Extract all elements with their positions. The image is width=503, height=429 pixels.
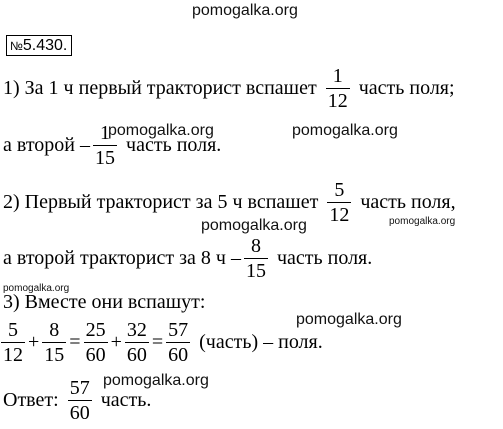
fraction-denominator: 15 [245, 260, 266, 282]
fraction-1-15 [93, 123, 117, 168]
fraction-numerator: 57 [168, 319, 189, 341]
solution-line-1 [3, 66, 455, 111]
plus-sign: + [110, 331, 122, 353]
fraction-denominator: 60 [126, 344, 147, 366]
fraction-denominator: 12 [327, 90, 348, 112]
line-3-suffix: часть поля, [360, 191, 456, 213]
fraction-denominator: 15 [44, 344, 65, 366]
solution-line-3 [3, 180, 456, 225]
watermark-line3[interactable]: pomogalka.org [201, 217, 307, 234]
line-4-suffix: часть поля. [276, 247, 373, 269]
fraction-numerator: 57 [69, 377, 90, 399]
fraction-denominator: 60 [168, 344, 189, 366]
watermark-line5-small[interactable]: pomogalka.org [3, 283, 70, 294]
fraction-numerator: 5 [8, 319, 18, 341]
fraction-5-12 [327, 180, 351, 225]
line-4-text: а второй тракторист за 8 ч – [3, 247, 241, 269]
fraction-numerator: 1 [332, 65, 343, 87]
fraction-57-60 [68, 378, 92, 423]
fraction-25-60 [84, 320, 108, 365]
fraction-denominator: 12 [329, 204, 350, 226]
watermark-line7[interactable]: pomogalka.org [103, 372, 209, 389]
solution-line-2 [3, 123, 221, 168]
exercise-number-badge [6, 35, 72, 56]
solution-line-5 [3, 291, 205, 314]
equals-sign: = [69, 331, 81, 353]
fraction-denominator: 15 [95, 147, 116, 169]
watermark-line6[interactable]: pomogalka.org [296, 311, 402, 328]
line-3-text: 2) Первый тракторист за 5 ч вспашет [3, 191, 319, 213]
watermark-line3-small[interactable]: pomogalka.org [389, 216, 456, 227]
line-1-text: 1) За 1 ч первый тракторист вспашет [3, 77, 317, 99]
solution-line-6 [1, 320, 323, 365]
fraction-numerator: 1 [100, 122, 111, 144]
watermark-top[interactable]: pomogalka.org [192, 2, 298, 19]
line-2-text: а второй – [3, 134, 91, 156]
fraction-numerator: 8 [49, 319, 60, 341]
plus-sign: + [28, 331, 40, 353]
solution-line-4 [3, 236, 372, 281]
answer-line [3, 378, 151, 423]
fraction-8-15 [244, 236, 268, 281]
answer-label: Ответ: [3, 389, 59, 411]
fraction-numerator: 5 [334, 179, 345, 201]
fraction-numerator: 25 [85, 319, 106, 341]
fraction-32-60 [125, 320, 149, 365]
watermark-line2-right[interactable]: pomogalka.org [292, 122, 398, 139]
line-6-suffix: (часть) – поля. [199, 331, 323, 353]
exercise-number: 5.430. [22, 37, 68, 54]
fraction-57-60 [166, 320, 190, 365]
answer-suffix: часть. [100, 389, 152, 411]
fraction-1-12 [326, 66, 350, 111]
fraction-denominator: 60 [85, 344, 106, 366]
number-sign: № [10, 39, 23, 53]
fraction-denominator: 12 [3, 344, 23, 366]
line-1-suffix: часть поля; [358, 77, 455, 99]
line-2-suffix: часть поля. [126, 134, 222, 156]
fraction-8-15 [42, 320, 66, 365]
fraction-numerator: 32 [126, 319, 147, 341]
fraction-numerator: 8 [250, 235, 261, 257]
fraction-5-12 [1, 320, 25, 365]
equals-sign: = [151, 331, 164, 353]
watermark-line2-left[interactable]: pomogalka.org [108, 122, 214, 139]
line-5-text: 3) Вместе они вспашут: [3, 291, 206, 313]
fraction-denominator: 60 [69, 402, 90, 424]
